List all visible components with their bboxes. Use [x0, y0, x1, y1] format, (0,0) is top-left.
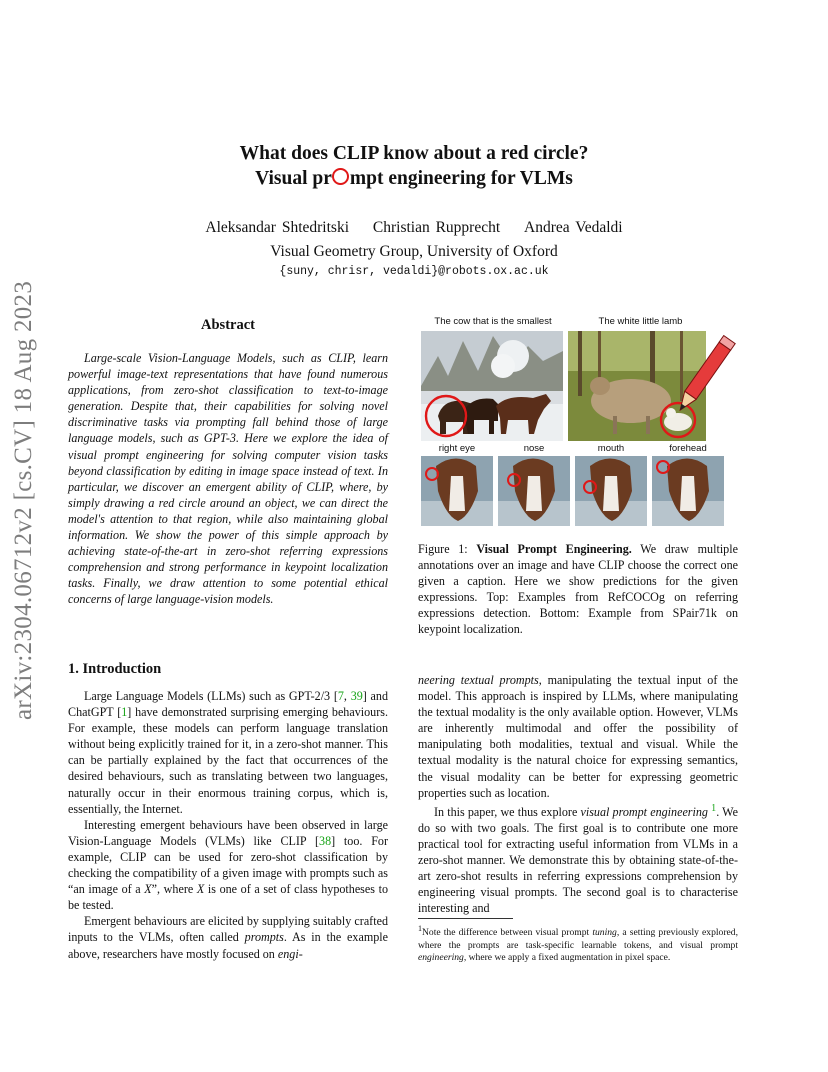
intro-paragraph-2	[68, 817, 388, 914]
citation-link[interactable]: 38	[319, 833, 332, 848]
text: ”, where	[151, 882, 197, 897]
lamb-photo	[568, 331, 706, 441]
text: , manipulating the textual input of the model. This approach is inspired by LLMs, where manipulating the textual modality is the only available option. However, VLMs are inherently multimodal and offer the possibility of manipulating both modalities, textual and visual. While the textual modality is the natural choice for expressing semantics, the visual modality can be better for expressing geometric properties such as location.	[418, 673, 738, 800]
text: is one of a set of class hypotheses to be tested.	[68, 882, 388, 913]
dog-photo-right-eye	[421, 456, 493, 526]
text: ] and ChatGPT [	[68, 689, 389, 720]
caption-title: Visual Prompt Engineering.	[476, 542, 632, 556]
title-line-2-start: Visual pr	[255, 168, 332, 189]
footnote	[418, 923, 738, 965]
math-variable: X	[196, 882, 205, 897]
text: In this paper, we thus explore	[434, 804, 581, 819]
right-column-body	[418, 672, 738, 916]
emphasis: engi-	[277, 946, 303, 961]
citation-link[interactable]: 7	[337, 689, 344, 703]
figure-label-nose: nose	[523, 443, 545, 454]
text: . We do so with two goals. The first goal is to contribute one more practical tool for extracting useful information from VLMs in a zero-shot manner. We demonstrate this by obtaining state-of-the-art zero-shot results in referring expressions comprehension by engineering visual prompts. The second goal is to characterise interesting and	[418, 804, 738, 916]
paper-title	[150, 141, 678, 191]
dog-photo-mouth	[575, 456, 647, 526]
math-variable: X	[144, 882, 152, 897]
intro-paragraph-4	[418, 801, 738, 917]
left-column-body	[68, 688, 388, 962]
abstract-heading: Abstract	[201, 317, 255, 333]
dog-photo-nose	[498, 456, 570, 526]
footnote-divider	[418, 918, 513, 919]
arxiv-identifier: arXiv:2304.06712v2 [cs.CV] 18 Aug 2023	[10, 280, 37, 720]
red-circle-icon	[332, 168, 349, 185]
citation-link[interactable]: 1	[121, 705, 128, 720]
intro-paragraph-1	[68, 688, 388, 817]
text: , a setting previously explored, where the prompts are task-specific learnable tokens, and visual prompt	[418, 927, 738, 951]
footnote-number: 1	[418, 924, 422, 933]
emphasis: engineering	[418, 952, 464, 964]
title-line-2	[150, 166, 678, 191]
author-emails: {suny, chrisr, vedaldi}@robots.ox.ac.uk	[279, 265, 549, 278]
caption-body: We draw multiple annotations over an image and have CLIP choose the correct one given a caption. Here we show predictions for the given expressions. Top: Examples from RefCOCOg on referring expressions detection. Bottom: Example from SPair71k on keypoint localization.	[418, 542, 738, 637]
figure-1	[418, 316, 738, 526]
figure-top-label-1: The cow that is the smallest	[434, 316, 552, 327]
text: . As in the example above, researchers have mostly focused on	[68, 930, 388, 961]
intro-paragraph-3	[68, 913, 388, 961]
title-line-1: What does CLIP know about a red circle?	[239, 143, 589, 164]
author-list	[150, 219, 678, 237]
citation-link[interactable]: 39	[350, 689, 363, 703]
figure-label-right-eye: right eye	[438, 443, 476, 454]
author-3: Andrea Vedaldi	[524, 219, 623, 236]
figure-label-forehead: forehead	[669, 443, 707, 454]
emphasis: neering textual prompts	[418, 673, 539, 687]
emphasis: prompts	[244, 930, 284, 945]
text: , where we apply a fixed augmentation in pixel space.	[463, 952, 671, 964]
footnote-marker[interactable]: 1	[711, 802, 717, 814]
cow-photo	[421, 331, 563, 441]
text: Large Language Models (LLMs) such as GPT-2/3 [	[84, 689, 338, 703]
text: ,	[343, 689, 351, 703]
author-1: Aleksandar Shtedritski	[205, 219, 350, 236]
title-line-2-end: mpt engineering for VLMs	[349, 168, 573, 189]
emphasis: tuning	[592, 927, 617, 939]
intro-paragraph-3-cont	[418, 672, 738, 801]
affiliation: Visual Geometry Group, University of Oxford	[270, 243, 558, 260]
author-2: Christian Rupprecht	[372, 219, 501, 236]
figure-top-label-2: The white little lamb	[598, 316, 683, 327]
text: ] have demonstrated surprising emerging behaviours. For example, these models can perform language translation without being explicitly trained for it, in a zero-shot manner. This can be partially explained by the fact that occurrences of the desired behaviours, such as translating between two languages, naturally occur in their enormous training corpus, which is, essentially, the Internet.	[68, 705, 388, 816]
section-heading-introduction: 1. Introduction	[68, 661, 162, 677]
emphasis: visual prompt engineering	[580, 804, 708, 819]
figure-label-mouth: mouth	[597, 443, 625, 454]
dog-photo-forehead	[652, 456, 724, 526]
text: ] too. For example, CLIP can be used for zero-shot classification by checking the compatibility of a given image with prompts such as “an image of a	[68, 833, 388, 897]
figure-1-caption	[418, 541, 738, 638]
figure-images	[418, 316, 738, 526]
text: Emergent behaviours are elicited by supplying suitably crafted inputs to the VLMs, often called	[68, 914, 388, 945]
abstract-text: Large-scale Vision-Language Models, such as CLIP, learn powerful image-text representations that have found numerous applications, from zero-shot classification to text-to-image generation. Despite that, their capabilities for solving novel discriminative tasks via prompting fall behind those of large language models, such as GPT-3. Here we explore the idea of visual prompt engineering for solving computer vision tasks beyond classification by editing in image space instead of text. In particular, we discover an emergent ability of CLIP, where, by simply drawing a red circle around an object, we can direct the model's attention to that region, while also maintaining global information. We show the power of this simple approach by achieving state-of-the-art in zero-shot referring expressions comprehension and strong performance in keypoint localization tasks. Finally, we draw attention to some potential ethical concerns of large language-vision models.	[68, 351, 388, 607]
caption-label: Figure 1:	[418, 542, 468, 556]
text: Interesting emergent behaviours have been observed in large Vision-Language Models (VLMs) like CLIP [	[68, 817, 388, 848]
text: Note the difference between visual prompt	[422, 927, 593, 939]
